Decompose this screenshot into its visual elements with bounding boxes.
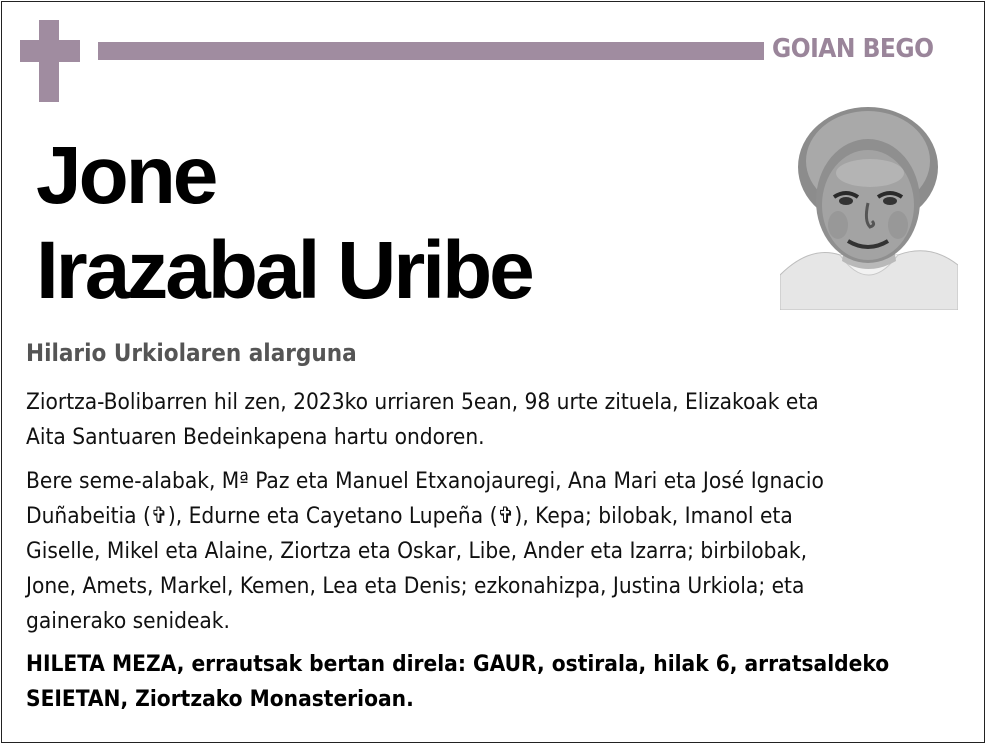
text-line: Giselle, Mikel eta Alaine, Ziortza eta Oskar, Libe, Ander eta Izarra; birbilobak, [26,538,808,564]
text-line: Ziortza-Bolibarren hil zen, 2023ko urriaren 5ean, 98 urte zituela, Elizakoak eta [26,389,819,415]
deceased-surnames: Irazabal Uribe [36,225,532,316]
header-label: GOIAN BEGO [772,34,934,64]
text-line: gainerako senideak. [26,608,230,634]
text-line: Aita Santuaren Bedeinkapena hartu ondoren. [26,424,485,450]
header-rule [98,42,764,60]
text-line: Duñabeitia (✞), Edurne eta Cayetano Lupeña (✞), Kepa; bilobak, Imanol eta [26,503,793,529]
deceased-relation: Hilario Urkiolaren alarguna [26,339,357,367]
portrait-photo [780,105,958,310]
death-notice-paragraph [26,385,966,455]
funeral-paragraph [26,647,966,717]
family-paragraph [26,464,966,639]
deceased-first-name: Jone [36,130,216,221]
text-line: SEIETAN, Ziortzako Monasterioan. [26,686,414,712]
text-line: Bere seme-alabak, Mª Paz eta Manuel Etxanojauregi, Ana Mari eta José Ignacio [26,468,824,494]
text-line: HILETA MEZA, errautsak bertan direla: GAUR, ostirala, hilak 6, arratsaldeko [26,651,890,677]
obituary-notice [1,1,985,743]
text-line: Jone, Amets, Markel, Kemen, Lea eta Denis; ezkonahizpa, Justina Urkiola; eta [26,573,805,599]
